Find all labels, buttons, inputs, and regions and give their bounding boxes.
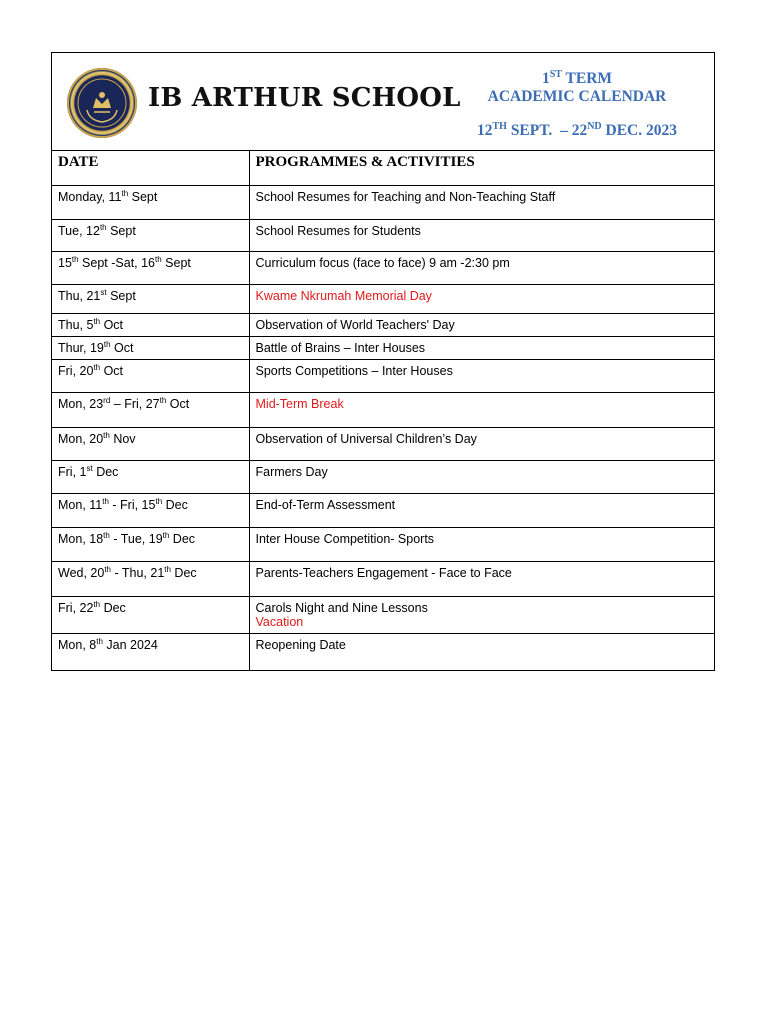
activity-text: Reopening Date <box>255 637 346 652</box>
date-text: - Fri, 15 <box>108 497 156 512</box>
range-start-month: SEPT. <box>510 122 553 139</box>
activity-cell <box>249 219 714 251</box>
activity-text: Sports Competitions – Inter Houses <box>255 363 453 378</box>
table-row <box>52 596 714 633</box>
activity-text: Curriculum focus (face to face) 9 am -2:30 pm <box>255 255 510 270</box>
date-ordinal-suffix: th <box>103 530 110 540</box>
date-text: Thu, 21 <box>58 288 101 303</box>
table-row <box>52 561 714 596</box>
date-cell <box>52 251 249 284</box>
date-text: Nov <box>109 431 136 446</box>
date-ordinal-suffix: th <box>71 254 79 264</box>
date-ordinal-suffix: th <box>93 316 101 326</box>
activity-cell <box>249 633 714 670</box>
activity-cell <box>249 185 714 219</box>
term-info <box>457 70 697 140</box>
term-number: 1 <box>541 70 550 87</box>
date-text: Fri, 1 <box>58 464 87 479</box>
date-text: Sept <box>128 189 158 204</box>
activity-text: School Resumes for Teaching and Non-Teaching Staff <box>255 189 556 204</box>
activity-cell <box>249 251 714 284</box>
date-ordinal-suffix: th <box>93 362 101 372</box>
activity-text: Battle of Brains – Inter Houses <box>255 340 426 355</box>
date-text: Thur, 19 <box>58 340 104 355</box>
activity-note: Vacation <box>255 614 304 629</box>
activity-text: Farmers Day <box>255 464 328 479</box>
table-row <box>52 427 714 460</box>
date-cell <box>52 336 249 359</box>
date-text: – Fri, 27 <box>110 396 160 411</box>
activity-cell <box>249 359 714 392</box>
date-cell <box>52 392 249 427</box>
calendar-rows <box>52 185 714 670</box>
activity-text: Carols Night and Nine Lessons <box>255 600 428 615</box>
date-column-header: DATE <box>52 151 249 185</box>
date-text: Mon, 18 <box>58 531 104 546</box>
activity-cell <box>249 313 714 336</box>
date-ordinal-suffix: th <box>155 254 162 264</box>
date-ordinal-suffix: st <box>100 287 107 297</box>
activity-text: Mid-Term Break <box>255 396 344 411</box>
calendar-table <box>52 151 714 670</box>
activity-text: Inter House Competition- Sports <box>255 531 435 546</box>
activity-cell <box>249 561 714 596</box>
date-cell <box>52 527 249 561</box>
activity-cell <box>249 284 714 313</box>
date-text: Tue, 12 <box>58 223 100 238</box>
date-ordinal-suffix: st <box>86 463 93 473</box>
date-cell <box>52 561 249 596</box>
date-ordinal-suffix: th <box>121 188 129 198</box>
range-end-suffix: ND <box>587 120 602 132</box>
date-text: Oct <box>166 396 190 411</box>
date-text: 15 <box>58 255 72 270</box>
date-text: Mon, 20 <box>58 431 104 446</box>
date-text: Sept <box>106 288 136 303</box>
date-text: Sept <box>106 223 136 238</box>
programmes-column-header: PROGRAMMES & ACTIVITIES <box>255 154 475 170</box>
document-header <box>52 53 714 151</box>
date-ordinal-suffix: th <box>102 496 109 506</box>
table-row <box>52 633 714 670</box>
table-row <box>52 185 714 219</box>
date-cell <box>52 359 249 392</box>
activity-text: Parents-Teachers Engagement - Face to Face <box>255 565 512 580</box>
range-end-day: 22 <box>571 122 588 139</box>
date-text: Oct <box>100 317 124 332</box>
date-text: Mon, 11 <box>58 497 103 512</box>
date-ordinal-suffix: th <box>104 564 111 574</box>
date-ordinal-suffix: th <box>99 222 107 232</box>
date-text: Oct <box>110 340 134 355</box>
school-crest-icon <box>67 68 137 138</box>
date-text: Dec <box>170 565 197 580</box>
activity-text: School Resumes for Students <box>255 223 421 238</box>
school-name: IB ARTHUR SCHOOL <box>148 83 461 113</box>
date-cell <box>52 219 249 251</box>
date-cell <box>52 427 249 460</box>
activity-text: Observation of Universal Children’s Day <box>255 431 477 446</box>
date-text: Sept -Sat, 16 <box>78 255 156 270</box>
range-start-day: 12 <box>476 122 493 139</box>
date-text: Sept <box>161 255 191 270</box>
activity-cell <box>249 596 714 633</box>
table-header-row <box>52 151 714 185</box>
date-text: Monday, 11 <box>58 189 122 204</box>
date-text: Dec <box>169 531 196 546</box>
term-word: TERM <box>565 70 613 87</box>
term-date-range <box>457 122 697 140</box>
date-cell <box>52 284 249 313</box>
table-row <box>52 392 714 427</box>
table-row <box>52 219 714 251</box>
date-text: - Thu, 21 <box>111 565 165 580</box>
date-cell <box>52 313 249 336</box>
date-ordinal-suffix: th <box>164 564 171 574</box>
term-label <box>457 70 697 88</box>
date-text: Fri, 20 <box>58 363 94 378</box>
date-ordinal-suffix: th <box>96 636 103 646</box>
range-start-suffix: TH <box>492 120 507 132</box>
date-text: Wed, 20 <box>58 565 105 580</box>
date-text: Dec <box>92 464 119 479</box>
activity-text: Kwame Nkrumah Memorial Day <box>255 288 432 303</box>
table-row <box>52 313 714 336</box>
date-cell <box>52 633 249 670</box>
activity-cell <box>249 527 714 561</box>
table-row <box>52 251 714 284</box>
activity-cell <box>249 460 714 493</box>
activity-text: End-of-Term Assessment <box>255 497 396 512</box>
range-end-rest: DEC. 2023 <box>605 122 677 139</box>
date-text: Jan 2024 <box>102 637 158 652</box>
date-cell <box>52 493 249 527</box>
date-text: Dec <box>162 497 188 512</box>
table-row <box>52 527 714 561</box>
calendar-document <box>51 52 715 671</box>
date-ordinal-suffix: rd <box>103 395 111 405</box>
date-text: Thu, 5 <box>58 317 94 332</box>
activity-cell <box>249 427 714 460</box>
date-text: Mon, 23 <box>58 396 104 411</box>
date-text: Mon, 8 <box>58 637 97 652</box>
activity-cell <box>249 336 714 359</box>
date-ordinal-suffix: th <box>155 496 163 506</box>
calendar-title: ACADEMIC CALENDAR <box>487 88 667 105</box>
table-row <box>52 460 714 493</box>
activity-cell <box>249 392 714 427</box>
date-ordinal-suffix: th <box>159 395 167 405</box>
table-row <box>52 284 714 313</box>
table-row <box>52 493 714 527</box>
date-text: - Tue, 19 <box>109 531 163 546</box>
date-ordinal-suffix: th <box>93 599 101 609</box>
table-row <box>52 359 714 392</box>
date-text: Dec <box>100 600 126 615</box>
date-text: Fri, 22 <box>58 600 94 615</box>
term-suffix: ST <box>549 68 562 80</box>
activity-cell <box>249 493 714 527</box>
date-ordinal-suffix: th <box>162 530 170 540</box>
date-text: Oct <box>100 363 124 378</box>
table-row <box>52 336 714 359</box>
date-cell <box>52 185 249 219</box>
date-cell <box>52 596 249 633</box>
activity-text: Observation of World Teachers' Day <box>255 317 455 332</box>
date-ordinal-suffix: th <box>103 430 110 440</box>
date-cell <box>52 460 249 493</box>
range-separator: – <box>560 122 568 139</box>
date-ordinal-suffix: th <box>103 339 111 349</box>
